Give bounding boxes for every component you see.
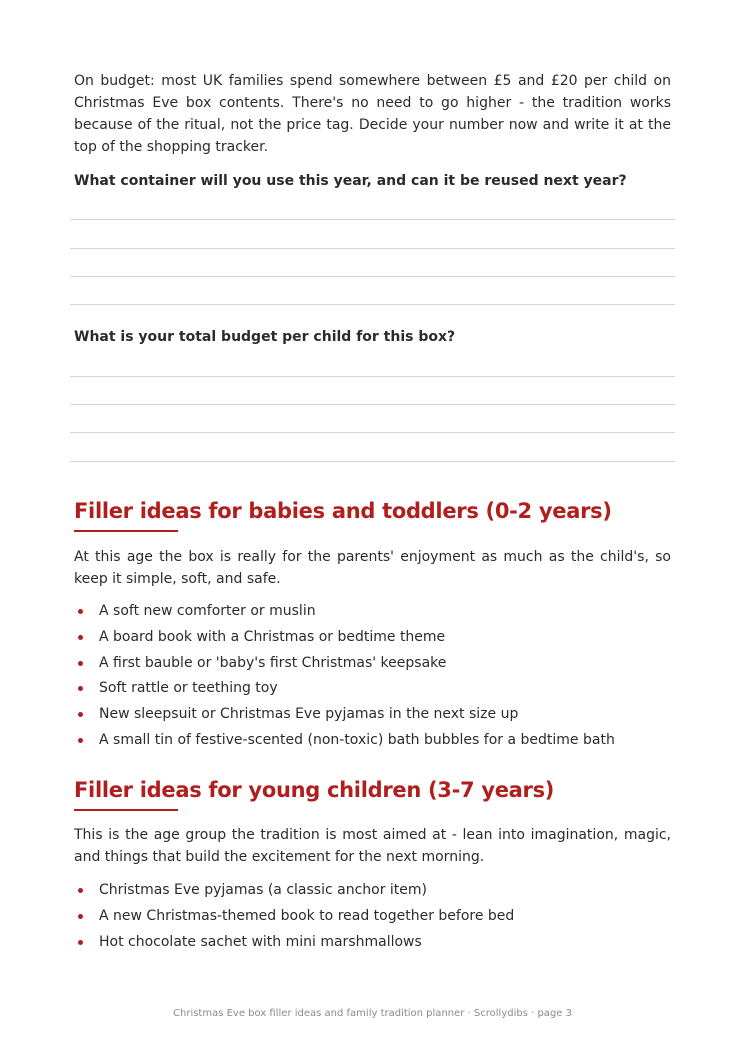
- bullet-list-young-children: [74, 880, 671, 957]
- answer-line[interactable]: [70, 304, 675, 305]
- budget-paragraph: On budget: most UK families spend somewhere between £5 and £20 per child on Christmas Eve box contents. There's no need to go higher - the tradition works because of the ritual, not the price tag. Decide your number now and write it at the top of the shopping tracker.: [74, 73, 671, 155]
- question-container: What container will you use this year, and can it be reused next year?: [74, 173, 627, 189]
- bullet-icon: [78, 712, 83, 717]
- answer-line[interactable]: [70, 248, 675, 249]
- bullet-list-babies: [74, 601, 671, 756]
- answer-line[interactable]: [70, 219, 675, 220]
- answer-line[interactable]: [70, 376, 675, 377]
- section-heading-babies: Filler ideas for babies and toddlers (0-2 years): [74, 499, 612, 523]
- page-footer: Christmas Eve box filler ideas and family tradition planner · Scrollydibs · page 3: [173, 1008, 572, 1019]
- list-item: Hot chocolate sachet with mini marshmallows: [74, 932, 671, 952]
- heading-underline: [74, 530, 178, 532]
- bullet-icon: [78, 661, 83, 666]
- list-item: A small tin of festive-scented (non-toxic) bath bubbles for a bedtime bath: [74, 730, 671, 750]
- answer-line[interactable]: [70, 432, 675, 433]
- answer-line[interactable]: [70, 404, 675, 405]
- section-paragraph-babies: At this age the box is really for the parents' enjoyment as much as the child's, so keep it simple, soft, and safe.: [74, 549, 671, 587]
- bullet-icon: [78, 635, 83, 640]
- answer-line[interactable]: [70, 276, 675, 277]
- question-budget: What is your total budget per child for this box?: [74, 329, 456, 345]
- list-item: A first bauble or 'baby's first Christmas' keepsake: [74, 653, 671, 673]
- answer-line[interactable]: [70, 461, 675, 462]
- bullet-icon: [78, 914, 83, 919]
- list-item: Soft rattle or teething toy: [74, 678, 671, 698]
- bullet-icon: [78, 888, 83, 893]
- list-item: A new Christmas-themed book to read together before bed: [74, 906, 671, 926]
- list-item: A soft new comforter or muslin: [74, 601, 671, 621]
- list-item: A board book with a Christmas or bedtime theme: [74, 627, 671, 647]
- bullet-icon: [78, 738, 83, 743]
- section-heading-young-children: Filler ideas for young children (3-7 years): [74, 778, 555, 802]
- section-paragraph-young-children: This is the age group the tradition is most aimed at - lean into imagination, magic, and things that build the excitement for the next morning.: [74, 827, 671, 865]
- bullet-icon: [78, 686, 83, 691]
- list-item: New sleepsuit or Christmas Eve pyjamas in the next size up: [74, 704, 671, 724]
- heading-underline: [74, 809, 178, 811]
- list-item: Christmas Eve pyjamas (a classic anchor item): [74, 880, 671, 900]
- bullet-icon: [78, 940, 83, 945]
- bullet-icon: [78, 609, 83, 614]
